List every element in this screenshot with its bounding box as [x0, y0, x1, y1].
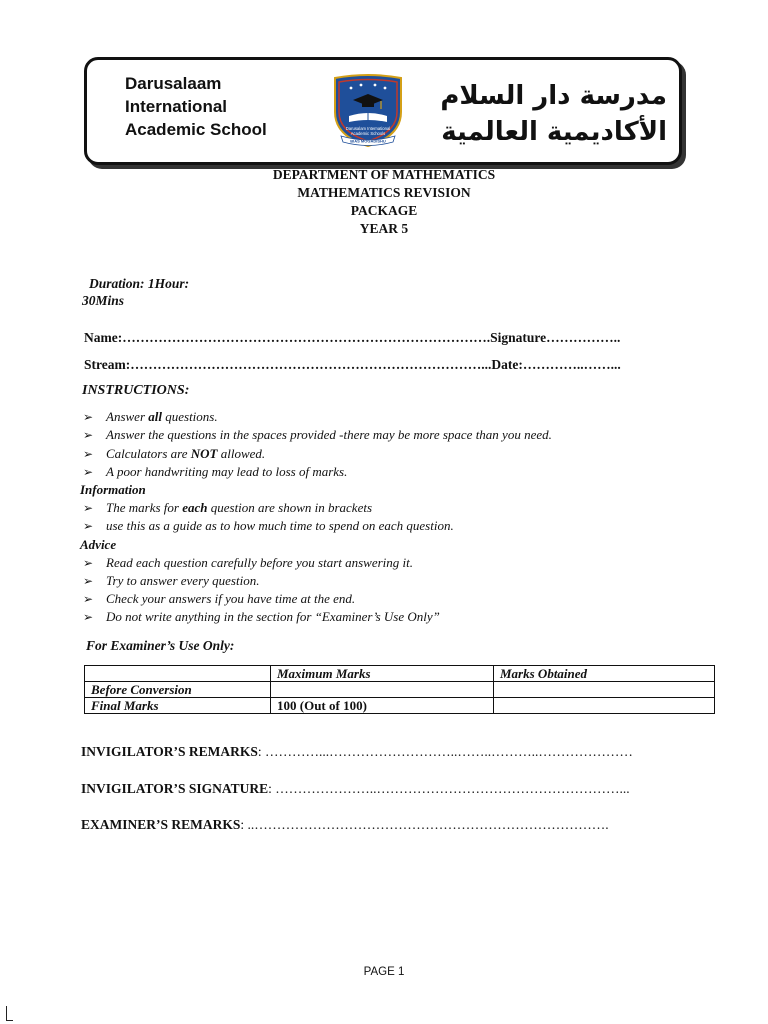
arrow-bullet-icon: ➢ — [83, 519, 94, 534]
table-cell[interactable] — [494, 698, 715, 714]
information-heading: Information — [80, 482, 146, 498]
arrow-bullet-icon: ➢ — [83, 446, 94, 461]
examiner-remarks-field[interactable]: EXAMINER’S REMARKS: ..……………………………………………………………………. — [81, 817, 609, 832]
stream-date-field[interactable]: Stream:……………………………………………………………………...Date:…………..……... — [84, 357, 621, 372]
title-line: PACKAGE — [350, 203, 418, 218]
title-line: DEPARTMENT OF MATHEMATICS — [272, 167, 496, 182]
list-item: ➢ A poor handwriting may lead to loss of marks. — [80, 463, 740, 481]
table-cell — [85, 666, 271, 682]
arrow-bullet-icon: ➢ — [83, 555, 94, 570]
table-cell[interactable] — [494, 682, 715, 698]
examiner-marks-table — [84, 665, 715, 714]
exam-duration: Duration: 1Hour: 30Mins — [82, 276, 190, 308]
page-corner-mark — [6, 1006, 13, 1021]
advice-heading: Advice — [80, 536, 117, 552]
list-item: ➢ Check your answers if you have time at the end. — [80, 590, 740, 608]
arrow-bullet-icon: ➢ — [83, 592, 94, 607]
school-crest-logo — [331, 72, 405, 148]
table-cell: Final Marks — [85, 698, 271, 714]
arrow-bullet-icon: ➢ — [83, 574, 94, 589]
crest-banner-text: BIAS MOGADISHU — [350, 138, 386, 144]
table-header-row — [85, 666, 715, 682]
table-header-marks-obtained: Marks Obtained — [494, 666, 715, 682]
document-title — [0, 166, 768, 238]
table-cell: Before Conversion — [85, 682, 271, 698]
school-header — [84, 57, 682, 165]
table-row — [85, 682, 715, 698]
table-row — [85, 698, 715, 714]
list-item: ➢ Answer all questions. — [80, 408, 740, 426]
title-line: YEAR 5 — [359, 221, 409, 236]
arrow-bullet-icon: ➢ — [83, 428, 94, 443]
list-item: ➢ Do not write anything in the section for “Examiner’s Use Only” — [80, 608, 740, 626]
list-item: ➢ Try to answer every question. — [80, 572, 740, 590]
arrow-bullet-icon: ➢ — [83, 464, 94, 479]
table-cell: 100 (Out of 100) — [271, 698, 494, 714]
arrow-bullet-icon: ➢ — [83, 501, 94, 516]
invigilator-signature-field[interactable]: INVIGILATOR’S SIGNATURE: …………………..………………………………………………... — [81, 781, 630, 796]
name-signature-field[interactable]: Name:……………………………………………………………………….Signature…………….. — [84, 330, 621, 345]
crest-text-line2: Academic Schools — [350, 131, 386, 136]
school-name-arabic: مدرسة دار السلام الأكاديمية العالمية — [440, 81, 667, 147]
list-item: ➢ The marks for each question are shown in brackets — [80, 499, 740, 517]
list-item: ➢ Calculators are NOT allowed. — [80, 445, 740, 463]
list-item: ➢ Answer the questions in the spaces provided -there may be more space than you need. — [80, 426, 740, 444]
list-item: ➢ Read each question carefully before you start answering it. — [80, 554, 740, 572]
invigilator-remarks-field[interactable]: INVIGILATOR’S REMARKS: …………...………………………..……..………..………………… — [81, 744, 633, 759]
school-name-english: Darusalaam International Academic School — [125, 74, 267, 139]
crest-text-line1: Darusalam International — [345, 126, 391, 131]
instructions-heading: INSTRUCTIONS: — [82, 383, 190, 398]
examiner-use-title: For Examiner’s Use Only: — [86, 638, 235, 653]
table-cell[interactable] — [271, 682, 494, 698]
arrow-bullet-icon: ➢ — [83, 410, 94, 425]
page-number: PAGE 1 — [363, 966, 405, 978]
title-line: MATHEMATICS REVISION — [297, 185, 471, 200]
arrow-bullet-icon: ➢ — [83, 610, 94, 625]
instructions-section — [80, 382, 740, 627]
table-header-max-marks: Maximum Marks — [271, 666, 494, 682]
list-item: ➢ use this as a guide as to how much time to spend on each question. — [80, 517, 740, 535]
